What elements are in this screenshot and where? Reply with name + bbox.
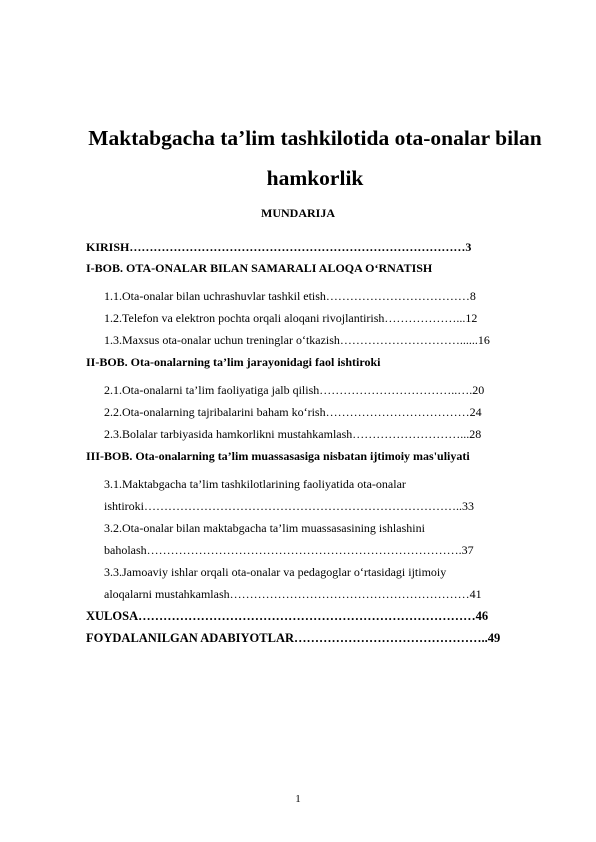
page-number: 1 [295, 793, 301, 805]
toc-entry-3-2-line-2: baholash…………………………………………………………………….37 [104, 543, 474, 557]
toc-entry-1-3: 1.3.Maxsus ota-onalar uchun treninglar o‘tkazish…………………………......16 [104, 333, 490, 347]
toc-heading: MUNDARIJA [261, 206, 335, 220]
toc-entry-chapter-1: I-BOB. OTA-ONALAR BILAN SAMARALI ALOQA O‘RNATISH [86, 261, 433, 275]
toc-entry-3-2-line-1: 3.2.Ota-onalar bilan maktabgacha ta’lim muassasasining ishlashini [104, 521, 425, 535]
toc-entry-3-1-line-1: 3.1.Maktabgacha ta’lim tashkilotlarining faoliyatida ota-onalar [104, 477, 406, 491]
toc-entry-chapter-2: II-BOB. Ota-onalarning ta’lim jarayonidagi faol ishtiroki [86, 355, 381, 369]
document-title [60, 118, 570, 198]
toc-entry-2-2: 2.2.Ota-onalarning tajribalarini baham ko‘rish………………………………24 [104, 405, 482, 419]
table-of-contents [86, 237, 552, 649]
toc-entry-1-2: 1.2.Telefon va elektron pochta orqali aloqani rivojlantirish………………...12 [104, 311, 478, 325]
toc-entry-kirish: KIRISH…………………………………………………………………………3 [86, 240, 472, 254]
toc-entry-3-1-line-2: ishtiroki……………………………………………………………………..33 [104, 499, 475, 513]
toc-entry-adabiyotlar: FOYDALANILGAN ADABIYOTLAR………………………………………..49 [86, 631, 501, 645]
toc-entry-2-1: 2.1.Ota-onalarni ta’lim faoliyatiga jalb qilish……………………………..….20 [104, 383, 485, 397]
toc-entry-xulosa: XULOSA………………………………………………………………………46 [86, 609, 489, 623]
title-line-2: hamkorlik [266, 166, 364, 190]
toc-entry-chapter-3: III-BOB. Ota-onalarning ta’lim muassasasiga nisbatan ijtimoiy mas'uliyati [86, 449, 470, 463]
toc-entry-3-3-line-1: 3.3.Jamoaviy ishlar orqali ota-onalar va pedagoglar o‘rtasidagi ijtimoiy [104, 565, 447, 579]
toc-entry-2-3: 2.3.Bolalar tarbiyasida hamkorlikni mustahkamlash………………………...28 [104, 427, 482, 441]
toc-entry-3-3-line-2: aloqalarni mustahkamlash……………………………………………………41 [104, 587, 482, 601]
toc-entry-1-1: 1.1.Ota-onalar bilan uchrashuvlar tashkil etish………………………………8 [104, 289, 476, 303]
title-line-1: Maktabgacha ta’lim tashkilotida ota-onalar bilan [88, 126, 542, 150]
